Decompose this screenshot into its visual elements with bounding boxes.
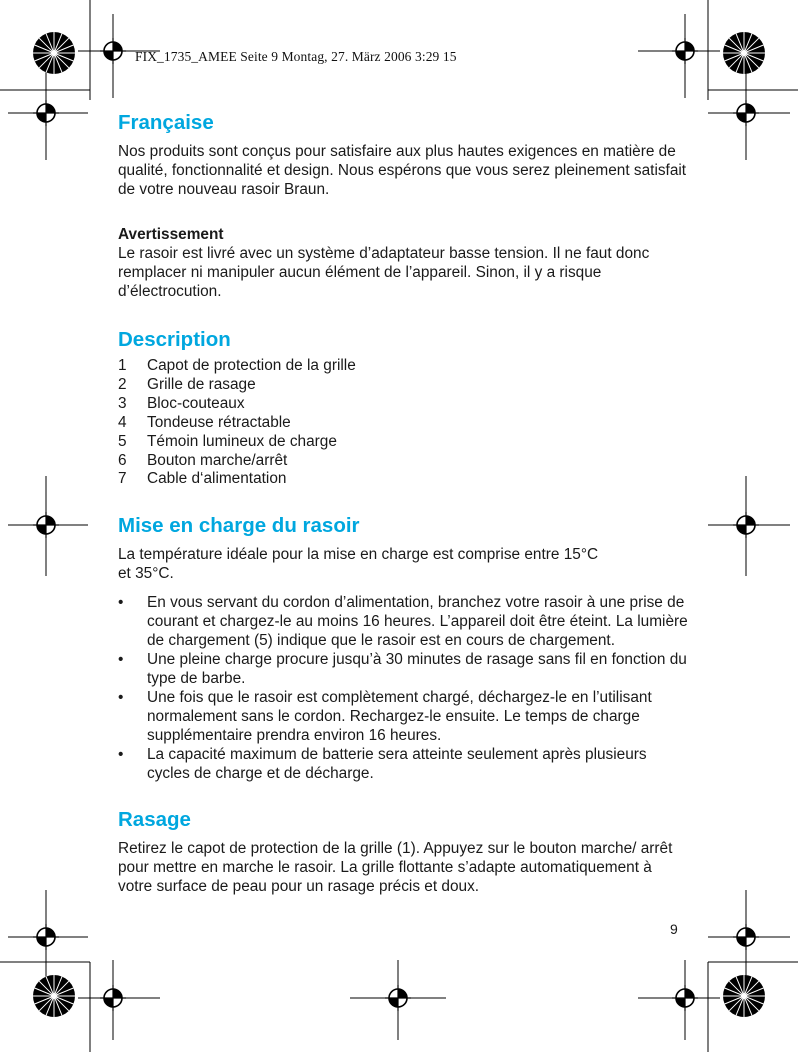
warning-title: Avertissement <box>118 226 224 243</box>
page-number: 9 <box>670 921 678 937</box>
warning-paragraph: Le rasoir est livré avec un système d’adaptateur basse tension. Il ne faut donc remplacer ni manipuler aucun élément de l’appareil. Sinon, il y a risque d’électrocution. <box>118 245 650 300</box>
bullet-icon: • <box>118 689 124 707</box>
rasage-paragraph: Retirez le capot de protection de la grille (1). Appuyez sur le bouton marche/ arrêt pour mettre en marche le rasoir. La grille flottante s’adapte automatiquement à votre surface de peau pour un rasage précis et doux. <box>118 840 673 896</box>
bullet-icon: • <box>118 746 124 764</box>
item-label: Cable d‘alimentation <box>147 470 287 488</box>
item-label: Bouton marche/arrêt <box>147 451 288 469</box>
item-label: Bloc-couteaux <box>147 394 245 412</box>
bullet-text: Une fois que le rasoir est complètement chargé, déchargez-le en l’utilisant normalement sans le cordon. Rechargez-le ensuite. Le temps de charge supplémentaire prendra environ 16 heures. <box>147 689 652 745</box>
item-label: Capot de protection de la grille <box>147 357 356 374</box>
bullet-text: La capacité maximum de batterie sera atteinte seulement après plusieurs cycles de charge et de décharge. <box>147 746 647 783</box>
item-number: 2 <box>118 375 127 393</box>
item-number: 6 <box>118 451 127 469</box>
item-label: Tondeuse rétractable <box>147 413 291 431</box>
bullet-icon: • <box>118 651 124 669</box>
item-number: 5 <box>118 432 127 450</box>
item-number: 4 <box>118 413 127 431</box>
list-item <box>118 395 688 414</box>
temperature-line-2: et 35°C. <box>118 565 174 583</box>
bullet-text: Une pleine charge procure jusqu’à 30 minutes de rasage sans fil en fonction du type de barbe. <box>147 651 687 688</box>
section-title-francaise: Française <box>118 111 214 134</box>
item-number: 1 <box>118 357 127 374</box>
intro-paragraph: Nos produits sont conçus pour satisfaire aux plus hautes exigences en matière de qualité, fonctionnalité et design. Nous espérons que vous serez pleinement satisfait de votre nouveau rasoir Braun. <box>118 143 687 198</box>
charge-bullet-list <box>118 593 688 783</box>
list-item <box>118 452 688 471</box>
list-item <box>118 470 688 489</box>
temperature-line-1: La température idéale pour la mise en charge est comprise entre 15°C <box>118 546 599 564</box>
item-label: Témoin lumineux de charge <box>147 432 337 450</box>
item-number: 3 <box>118 394 127 412</box>
section-title-charge: Mise en charge du rasoir <box>118 514 360 538</box>
item-number: 7 <box>118 470 127 488</box>
section-title-rasage: Rasage <box>118 808 191 832</box>
list-item <box>118 688 688 745</box>
list-item <box>118 357 688 376</box>
section-title-description: Description <box>118 328 231 351</box>
list-item <box>118 745 688 783</box>
bullet-text: En vous servant du cordon d’alimentation, branchez votre rasoir à une prise de courant et chargez-le au moins 16 heures. L’appareil doit être éteint. La lumière de chargement (5) indique que le rasoir est en cours de chargement. <box>147 594 688 650</box>
list-item <box>118 593 688 650</box>
print-slug: FIX_1735_AMEE Seite 9 Montag, 27. März 2006 3:29 15 <box>135 49 457 64</box>
list-item <box>118 650 688 688</box>
list-item <box>118 433 688 452</box>
description-list <box>118 357 688 489</box>
bullet-icon: • <box>118 594 124 612</box>
list-item <box>118 376 688 395</box>
list-item <box>118 414 688 433</box>
page-content <box>118 110 688 896</box>
item-label: Grille de rasage <box>147 375 256 393</box>
